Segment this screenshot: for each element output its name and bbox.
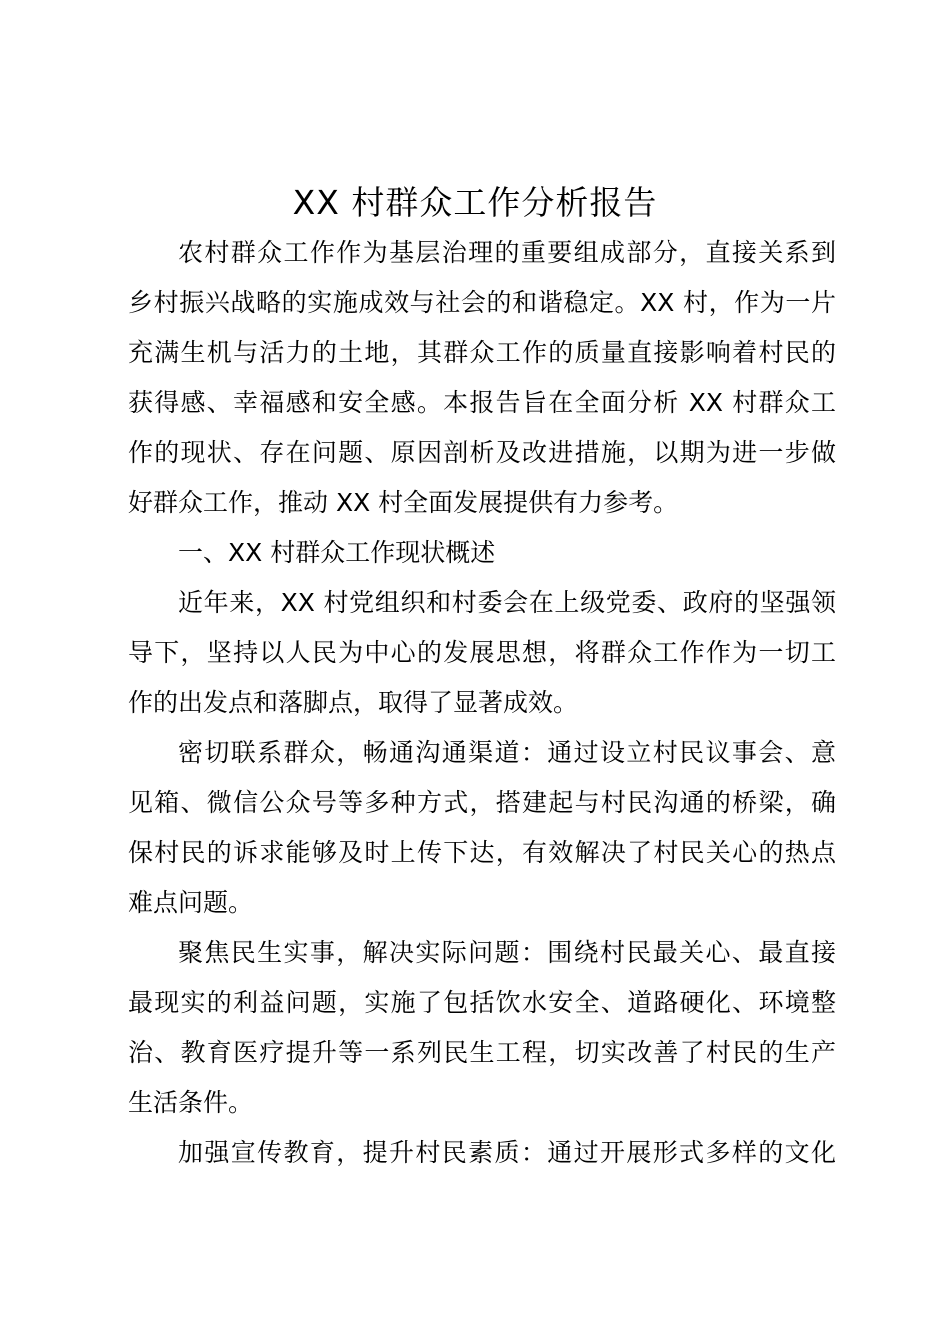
paragraph-line: 密切联系群众，畅通沟通渠道：通过设立村民议事会、意 [178, 738, 836, 767]
paragraph-line: 生活条件。 [128, 1088, 254, 1117]
document-body [128, 228, 836, 1178]
paragraph-line: 见箱、微信公众号等多种方式，搭建起与村民沟通的桥梁，确 [128, 788, 836, 817]
paragraph-line: 作的出发点和落脚点，取得了显著成效。 [128, 688, 579, 717]
paragraph-line: 充满生机与活力的土地，其群众工作的质量直接影响着村民的 [128, 338, 836, 367]
paragraph-line: 保村民的诉求能够及时上传下达，有效解决了村民关心的热点 [128, 838, 836, 867]
paragraph-line: 农村群众工作作为基层治理的重要组成部分，直接关系到 [178, 238, 836, 267]
paragraph-line: 治、教育医疗提升等一系列民生工程，切实改善了村民的生产 [128, 1038, 836, 1067]
section-heading: 一、XX 村群众工作现状概述 [178, 538, 496, 567]
paragraph-line: 获得感、幸福感和安全感。本报告旨在全面分析 XX 村群众工 [128, 388, 836, 417]
paragraph-line: 最现实的利益问题，实施了包括饮水安全、道路硬化、环境整 [128, 988, 836, 1017]
document-title: XX 村群众工作分析报告 [292, 183, 658, 222]
paragraph-line: 加强宣传教育，提升村民素质：通过开展形式多样的文化 [178, 1138, 836, 1167]
paragraph-line: 好群众工作，推动 XX 村全面发展提供有力参考。 [128, 488, 679, 517]
paragraph-line: 作的现状、存在问题、原因剖析及改进措施，以期为进一步做 [128, 438, 836, 467]
paragraph-line: 乡村振兴战略的实施成效与社会的和谐稳定。XX 村，作为一片 [128, 288, 836, 317]
paragraph-line: 难点问题。 [128, 888, 254, 917]
paragraph-line: 导下，坚持以人民为中心的发展思想，将群众工作作为一切工 [128, 638, 836, 667]
paragraph-line: 聚焦民生实事，解决实际问题：围绕村民最关心、最直接 [178, 938, 836, 967]
paragraph-line: 近年来，XX 村党组织和村委会在上级党委、政府的坚强领 [178, 588, 836, 617]
